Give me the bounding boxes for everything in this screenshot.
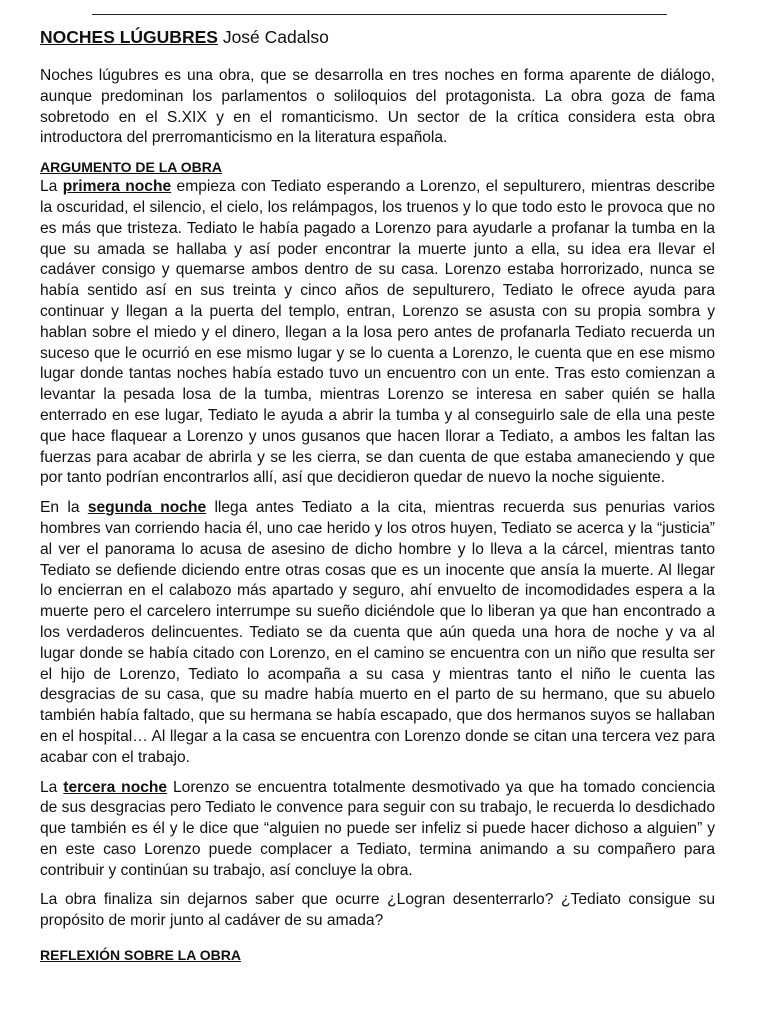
keyword-primera-noche: primera noche xyxy=(62,178,172,196)
document-page xyxy=(40,26,715,965)
heading-reflexion: REFLEXIÓN SOBRE LA OBRA xyxy=(40,947,241,964)
p3-pre: La xyxy=(40,778,64,796)
title-bold: NOCHES LÚGUBRES xyxy=(40,27,218,47)
paragraph-segunda-noche xyxy=(40,498,715,768)
p3-text: Lorenzo se encuentra totalmente desmotivado ya que ha tomado conciencia de sus desgracias pero Tediato le convence para seguir con su trabajo, le recuerda lo desdichado que también es él y le dice que “alguien no puede ser infeliz si puede hacer dichoso a alguien” y en este caso Lorenzo puede complacer a Tediato, termina animando a su compañero para contribuir y continúan su trabajo, así concluye la obra. xyxy=(40,778,715,879)
paragraph-primera-noche xyxy=(40,177,715,489)
header-rule xyxy=(92,14,667,15)
keyword-tercera-noche: tercera noche xyxy=(63,778,168,796)
paragraph-tercera-noche xyxy=(40,778,715,882)
p2-pre: En la xyxy=(40,499,88,517)
intro-paragraph: Noches lúgubres es una obra, que se desarrolla en tres noches en forma aparente de diálogo, aunque predominan los parlamentos o soliloquios del protagonista. La obra goza de fama sobretodo en el S.XIX y en el romanticismo. Un sector de la crítica considera esta obra introductora del prerromanticismo en la literatura española. xyxy=(40,67,715,147)
p2-text: llega antes Tediato a la cita, mientras recuerda sus penurias varios hombres van corriendo hacia él, uno cae herido y los otros huyen, Tediato se acerca y la “justicia” al ver el panorama lo acusa de asesino de dicho hombre y lo lleva a la cárcel, mientras tanto Tediato se defiende diciendo entre otras cosas que es un inocente que ansía la muerte. Al llegar lo encierran en el calabozo más apartado y seguro, ahí envuelto de incomodidades espera a la muerte pero el carcelero interrumpe su sueño diciéndole que lo liberan ya que han encontrado a los verdaderos delincuentes. Tediato se da cuenta que aún queda una hora de noche y va al lugar donde se había citado con Lorenzo, en el camino se encuentra con un niño que resulta ser el hijo de Lorenzo, Tediato lo acompaña a su casa y mientras tanto el niño le cuenta las desgracias de su casa, que su madre había muerto en el parto de su hermano, que su abuelo también había faltado, que su hermana se había escapado, que dos hermanos suyos se hallaban en el hospital… Al llegar a la casa se encuentra con Lorenzo donde se citan una tercera vez para acabar con el trabajo. xyxy=(40,499,715,766)
paragraph-final: La obra finaliza sin dejarnos saber que ocurre ¿Logran desenterrarlo? ¿Tediato consigue su propósito de morir junto al cadáver de su amada? xyxy=(40,891,715,930)
heading-argumento: ARGUMENTO DE LA OBRA xyxy=(40,159,222,176)
document-title xyxy=(40,26,715,48)
p1-pre: La xyxy=(40,178,63,196)
keyword-segunda-noche: segunda noche xyxy=(87,499,207,517)
title-author: José Cadalso xyxy=(222,27,329,47)
p1-text: empieza con Tediato esperando a Lorenzo, el sepulturero, mientras describe la oscuridad, el silencio, el cielo, los relámpagos, los truenos y lo que todo esto le provoca que no es más que tristeza. Tediato le había pagado a Lorenzo para ayudarle a profanar la tumba en la que su amada se hallaba y así poder encontrar la muerte junto a ella, su idea era llevar el cadáver consigo y quemarse ambos dentro de su casa. Lorenzo estaba horrorizado, nunca se había sentido así en sus treinta y cinco años de sepulturero, Tediato le ofrece ayuda para continuar y llegan a la puerta del templo, entran, Lorenzo se asusta con su propia sombra y hablan sobre el miedo y el dinero, llegan a la losa pero antes de profanarla Tediato recuerda un suceso que le ocurrió en ese mismo lugar y se lo cuenta a Lorenzo, le cuenta que en ese mismo lugar donde tantas noches había estado tuvo un encuentro con un ente. Tras esto comienzan a levantar la pesada losa de la tumba, mientras Lorenzo se interesa en saber quién se halla enterrado en ese lugar, Tediato le ayuda a abrir la tumba y al conseguirlo sale de ella una peste que hace flaquear a Lorenzo y unos gusanos que hacen llorar a Tediato, a ambos les faltan las fuerzas para acabar de abrirla y se les cierra, se dan cuenta de que estaba amaneciendo y que por tanto podrían encontrarlos allí, así que decidieron quedar de nuevo la noche siguiente. xyxy=(40,178,715,487)
